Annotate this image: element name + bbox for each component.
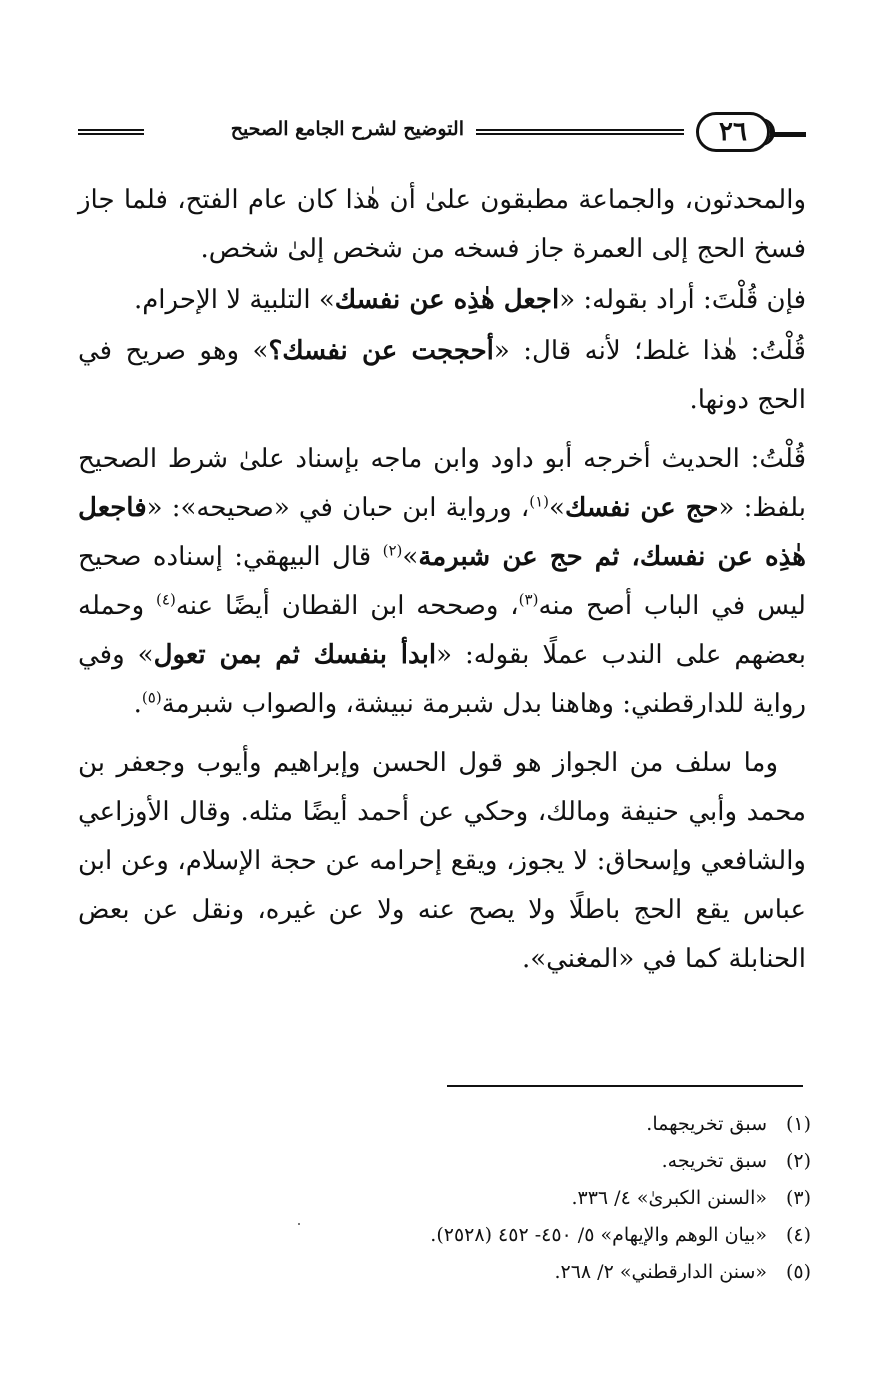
paragraph (78, 176, 806, 274)
hadith-quote: حج عن نفسك (564, 493, 719, 523)
page-number: ٢٦ (719, 117, 747, 147)
footnote-reference: (٣) (518, 590, 539, 609)
hadith-quote: ابدأ بنفسك ثم بمن تعول (153, 640, 437, 670)
text-segment: ، وصححه ابن القطان أيضًا عنه (175, 591, 519, 621)
text-segment: » (549, 493, 565, 523)
page-header (78, 112, 806, 158)
paragraph (78, 276, 806, 325)
footnote-number: (٥) (785, 1261, 811, 1283)
footnote-item (211, 1254, 811, 1291)
footnote-number: (٢) (785, 1150, 811, 1172)
footnote-number: (١) (785, 1113, 811, 1135)
header-rule-left (78, 129, 144, 135)
footnote-reference: (٤) (156, 590, 176, 609)
text-segment: ، ورواية ابن حبان في «صحيحه»: « (146, 493, 530, 523)
footnote-reference: (١) (529, 492, 550, 511)
page-speck (298, 1223, 300, 1225)
text-segment: وحمله بعضهم على الندب عملًا بقوله: « (78, 591, 806, 670)
hadith-quote: فاجعل هٰذِه عن نفسك، ثم حج عن شبرمة (78, 493, 806, 572)
text-segment: » التلبية لا الإحرام. (133, 285, 335, 315)
text-segment: قال البيهقي: إسناده صحيح ليس في الباب أصح منه (78, 542, 806, 621)
footnote-text: «بيان الوهم والإيهام» ٥/ ٤٥٠- ٤٥٢ (٢٥٢٨). (430, 1224, 767, 1246)
text-segment: وما سلف من الجواز هو قول الحسن وإبراهيم وأيوب وجعفر بن محمد وأبي حنيفة ومالك، وحكي عن أحمد أيضًا مثله. وقال الأوزاعي والشافعي وإسحاق: لا يجوز، ويقع إحرامه عن حجة الإسلام، وعن ابن عباس يقع الحج باطلًا ولا يصح عنه ولا عن غيره، ونقل عن بعض الحنابلة كما في «المغني». (78, 748, 806, 974)
main-text (78, 176, 806, 986)
header-rule-middle (476, 129, 684, 135)
text-segment: قُلْتُ: هٰذا غلط؛ لأنه قال: « (493, 336, 806, 366)
paragraph (78, 435, 806, 729)
text-segment: » وهو صريح في الحج دونها. (78, 336, 806, 415)
footnote-text: سبق تخريجهما. (646, 1113, 767, 1135)
text-segment: قُلْتُ: الحديث أخرجه أبو داود وابن ماجه بإسناد علىٰ شرط الصحيح بلفظ: « (78, 444, 806, 523)
paragraph (78, 739, 806, 984)
footnote-item (211, 1180, 811, 1217)
footnote-separator (447, 1085, 803, 1087)
footnote-reference: (٢) (382, 541, 403, 560)
running-title: التوضيح لشرح الجامع الصحيح (230, 118, 464, 140)
page-number-badge (696, 112, 770, 152)
footnote-text: «سنن الدارقطني» ٢/ ٢٦٨. (554, 1261, 767, 1283)
footnote-text: سبق تخريجه. (661, 1150, 767, 1172)
text-segment: . (133, 689, 142, 719)
footnote-number: (٤) (785, 1224, 811, 1246)
footnote-item (211, 1106, 811, 1143)
footnote-text: «السنن الكبرىٰ» ٤/ ٣٣٦. (571, 1187, 767, 1209)
text-segment: والمحدثون، والجماعة مطبقون علىٰ أن هٰذا كان عام الفتح، فلما جاز فسخ الحج إلى العمرة جاز فسخه من شخص إلىٰ شخص. (78, 185, 806, 264)
text-segment: » (402, 542, 419, 572)
footnote-reference: (٥) (141, 688, 162, 707)
footnote-number: (٣) (785, 1187, 811, 1209)
hadith-quote: اجعل هٰذِه عن نفسك (334, 285, 560, 315)
hadith-quote: أحججت عن نفسك؟ (268, 336, 494, 366)
footnote-item (211, 1217, 811, 1254)
header-rule-right (772, 132, 806, 137)
footnote-item (211, 1143, 811, 1180)
text-segment: فإن قُلْتَ: أراد بقوله: « (559, 285, 806, 315)
footnotes (211, 1106, 811, 1291)
paragraph (78, 327, 806, 425)
text-segment: » وفي رواية للدارقطني: وهاهنا بدل شبرمة نبيشة، والصواب شبرمة (78, 640, 806, 719)
